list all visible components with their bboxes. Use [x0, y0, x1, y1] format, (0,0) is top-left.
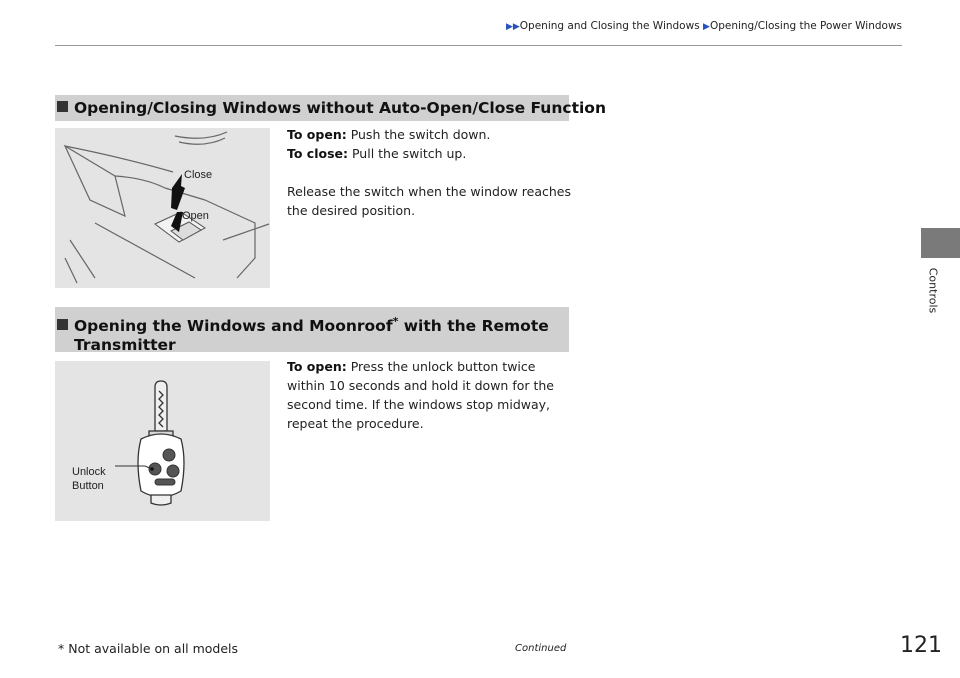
header-rule — [55, 45, 902, 46]
breadcrumb-arrow-icon: ▶▶ — [505, 22, 520, 32]
remote-open-label: To open: — [287, 359, 347, 374]
spacer — [287, 163, 571, 182]
window-switch-illustration — [55, 128, 270, 288]
footnote: * Not available on all models — [58, 641, 239, 656]
side-tab-text: Controls — [926, 267, 940, 314]
open-instruction-text: Push the switch down. — [346, 127, 491, 142]
unlock-label-line-1: Unlock — [72, 466, 106, 478]
section-1-heading — [55, 95, 606, 121]
remote-open-line-1 — [287, 357, 554, 376]
release-line-1: Release the switch when the window reaches — [287, 184, 572, 199]
close-label: Close — [184, 169, 213, 181]
close-instruction-label: To close: — [287, 146, 349, 161]
remote-open-line-3: second time. If the windows stop midway, — [287, 397, 551, 412]
remote-open-text-1: Press the unlock button twice — [346, 359, 536, 374]
remote-transmitter-illustration — [55, 361, 270, 521]
footnote-asterisk[interactable]: * — [392, 315, 399, 328]
breadcrumb-part-1[interactable]: Opening and Closing the Windows — [519, 20, 700, 32]
open-instruction-label: To open: — [287, 127, 347, 142]
remote-open-line-4: repeat the procedure. — [287, 416, 424, 431]
heading-square-icon — [57, 101, 68, 112]
window-switch-drawing — [55, 128, 270, 288]
unlock-label-line-2: Button — [72, 480, 104, 492]
continued-label: Continued — [515, 643, 567, 654]
section-1-instructions — [287, 125, 571, 220]
section-2-heading-text-1-suffix: with the Remote — [398, 317, 549, 336]
side-tab-marker — [921, 228, 960, 258]
close-instruction-text: Pull the switch up. — [348, 146, 467, 161]
remote-open-line-2: within 10 seconds and hold it down for the — [287, 378, 554, 393]
section-2-heading-line-1 — [57, 312, 569, 336]
remote-transmitter-drawing — [55, 361, 270, 521]
heading-square-icon — [57, 319, 68, 330]
close-instruction — [287, 144, 571, 163]
open-label: Open — [182, 210, 209, 222]
section-2-heading — [55, 307, 569, 355]
section-2-heading-text-1: Opening the Windows and Moonroof — [74, 317, 393, 336]
release-line-2: the desired position. — [287, 203, 416, 218]
open-instruction — [287, 125, 571, 144]
breadcrumb-separator-icon: ▶ — [703, 22, 710, 32]
section-1-heading-text: Opening/Closing Windows without Auto-Open/Close Function — [74, 99, 606, 117]
page-number: 121 — [900, 633, 942, 658]
side-tab-label — [922, 267, 960, 320]
breadcrumb — [470, 20, 902, 32]
section-2-heading-line-2: Transmitter — [74, 336, 176, 355]
section-2-instructions — [287, 357, 554, 433]
breadcrumb-part-2[interactable]: Opening/Closing the Power Windows — [709, 20, 902, 32]
